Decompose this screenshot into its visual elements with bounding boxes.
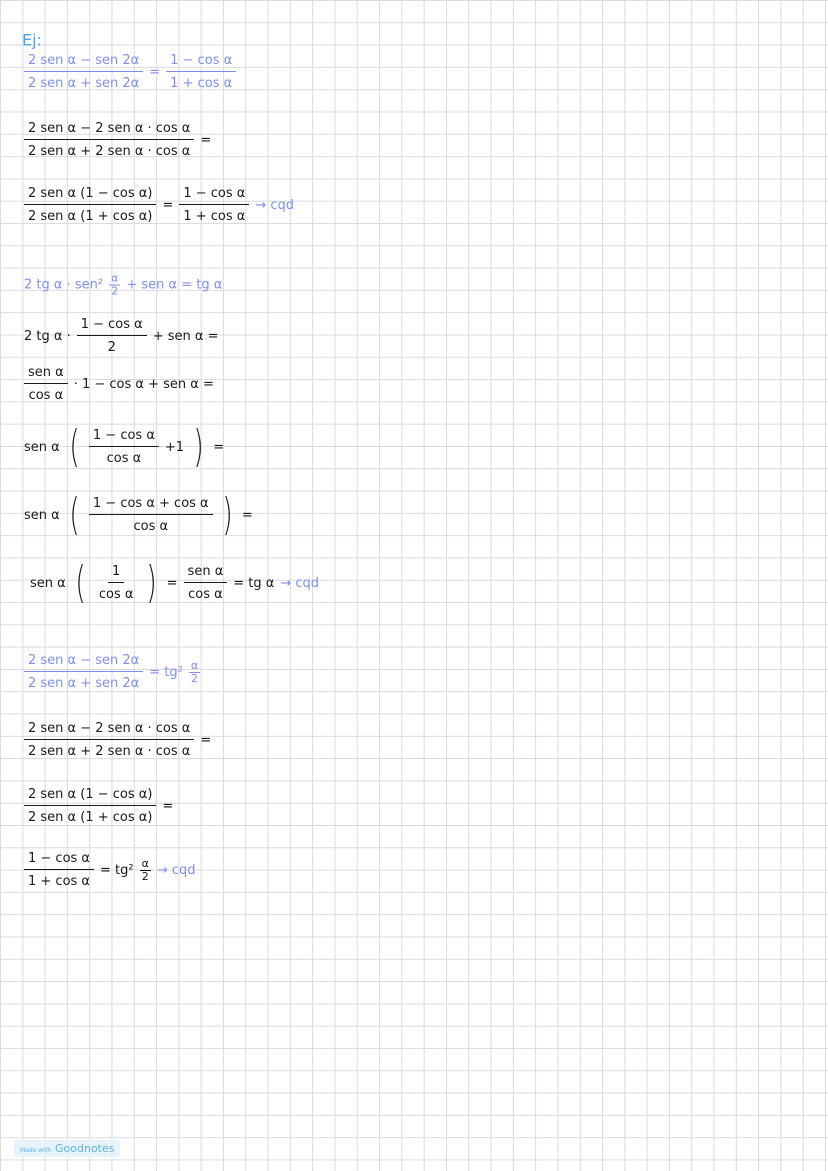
math-text: = tg² — [100, 862, 134, 878]
denominator: 1 + cos α — [170, 76, 233, 91]
numerator: 2 sen α − sen 2α — [24, 652, 143, 672]
equation-line — [24, 421, 225, 472]
fraction — [189, 660, 200, 685]
numerator: 1 — [108, 563, 124, 583]
fraction — [184, 563, 228, 603]
equation-line — [24, 273, 222, 298]
cqd-note: → cqd — [156, 862, 196, 878]
fraction — [140, 858, 151, 883]
numerator: α — [190, 658, 199, 672]
equation-line — [24, 316, 219, 356]
fraction — [24, 786, 156, 826]
fraction — [24, 364, 68, 404]
denominator: cos α — [106, 451, 142, 466]
fraction — [24, 652, 143, 692]
equation-line — [24, 52, 236, 92]
math-text: = — [241, 507, 253, 523]
fraction — [24, 120, 194, 160]
numerator: sen α — [24, 364, 68, 384]
math-text: + sen α = — [152, 328, 219, 344]
numerator: α — [111, 271, 119, 285]
denominator: 1 + cos α — [28, 874, 91, 889]
equation-line — [24, 489, 253, 540]
parenthesis: ) — [193, 421, 204, 472]
math-text: · 1 − cos α + sen α = — [73, 376, 214, 392]
fraction — [89, 495, 213, 535]
parenthesis: ) — [146, 557, 158, 608]
equation-line — [24, 185, 294, 225]
math-text: Ej: — [22, 30, 42, 50]
parenthesis: ( — [69, 489, 80, 540]
math-text: = — [200, 732, 212, 748]
equation-line — [22, 31, 42, 50]
fraction — [95, 563, 138, 603]
denominator: cos α — [133, 519, 169, 534]
watermark-brand: Goodnotes — [55, 1142, 115, 1155]
math-text: + sen α = tg α — [126, 277, 223, 293]
math-text: = — [162, 197, 174, 213]
denominator: cos α — [188, 587, 223, 602]
fraction — [24, 720, 194, 760]
fraction — [166, 52, 236, 92]
numerator: 2 sen α − 2 sen α · cos α — [24, 720, 194, 740]
fraction — [179, 185, 249, 225]
denominator: cos α — [98, 587, 134, 602]
cqd-note: → cqd — [280, 575, 320, 591]
fraction — [77, 316, 147, 356]
numerator: 2 sen α − sen 2α — [24, 52, 143, 72]
numerator: 1 − cos α + cos α — [89, 495, 213, 515]
numerator: α — [141, 856, 149, 870]
denominator: 1 + cos α — [183, 209, 246, 224]
equation-line — [24, 652, 200, 692]
numerator: 2 sen α (1 − cos α) — [24, 185, 156, 205]
numerator: 1 − cos α — [166, 52, 236, 72]
denominator: 2 sen α + 2 sen α · cos α — [28, 144, 191, 159]
math-text: = tg² — [149, 664, 183, 680]
fraction — [24, 52, 143, 92]
equation-line — [24, 120, 211, 160]
math-text: +1 — [164, 439, 185, 455]
math-text: sen α — [30, 575, 66, 591]
watermark-prefix: Made with — [20, 1147, 51, 1154]
denominator: 2 — [141, 869, 149, 883]
math-text: = — [213, 439, 225, 455]
denominator: cos α — [28, 388, 64, 403]
numerator: 2 sen α (1 − cos α) — [24, 786, 156, 806]
math-text: 2 tg α · sen² — [24, 277, 104, 293]
goodnotes-watermark — [14, 1140, 120, 1157]
numerator: 1 − cos α — [77, 316, 147, 336]
equation-line — [24, 720, 211, 760]
math-text: = — [162, 798, 174, 814]
numerator: sen α — [184, 563, 228, 583]
numerator: 1 − cos α — [24, 850, 94, 870]
math-text: 2 tg α · — [24, 328, 71, 344]
denominator: 2 sen α (1 + cos α) — [28, 209, 153, 224]
math-text: sen α — [24, 507, 60, 523]
math-text: = — [149, 64, 161, 80]
fraction — [89, 427, 159, 467]
equation-line — [30, 557, 320, 608]
math-text: = tg α — [233, 575, 275, 591]
equation-line — [24, 850, 196, 890]
parenthesis: ( — [75, 557, 86, 608]
denominator: 2 — [107, 340, 116, 355]
denominator: 2 sen α + sen 2α — [28, 76, 140, 91]
numerator: 2 sen α − 2 sen α · cos α — [24, 120, 194, 140]
math-text: = — [200, 132, 212, 148]
numerator: 1 − cos α — [89, 427, 159, 447]
fraction — [24, 185, 156, 225]
cqd-note: → cqd — [255, 197, 295, 213]
math-text: = — [166, 575, 178, 591]
equation-line — [24, 786, 173, 826]
equation-line — [24, 364, 214, 404]
denominator: 2 sen α (1 + cos α) — [28, 810, 153, 825]
denominator: 2 — [190, 671, 198, 685]
fraction — [109, 273, 120, 298]
denominator: 2 sen α + 2 sen α · cos α — [28, 744, 191, 759]
fraction — [24, 850, 94, 890]
parenthesis: ( — [69, 421, 80, 472]
denominator: 2 — [111, 284, 119, 298]
denominator: 2 sen α + sen 2α — [28, 676, 140, 691]
numerator: 1 − cos α — [179, 185, 249, 205]
parenthesis: ) — [222, 489, 233, 540]
math-text: sen α — [24, 439, 60, 455]
